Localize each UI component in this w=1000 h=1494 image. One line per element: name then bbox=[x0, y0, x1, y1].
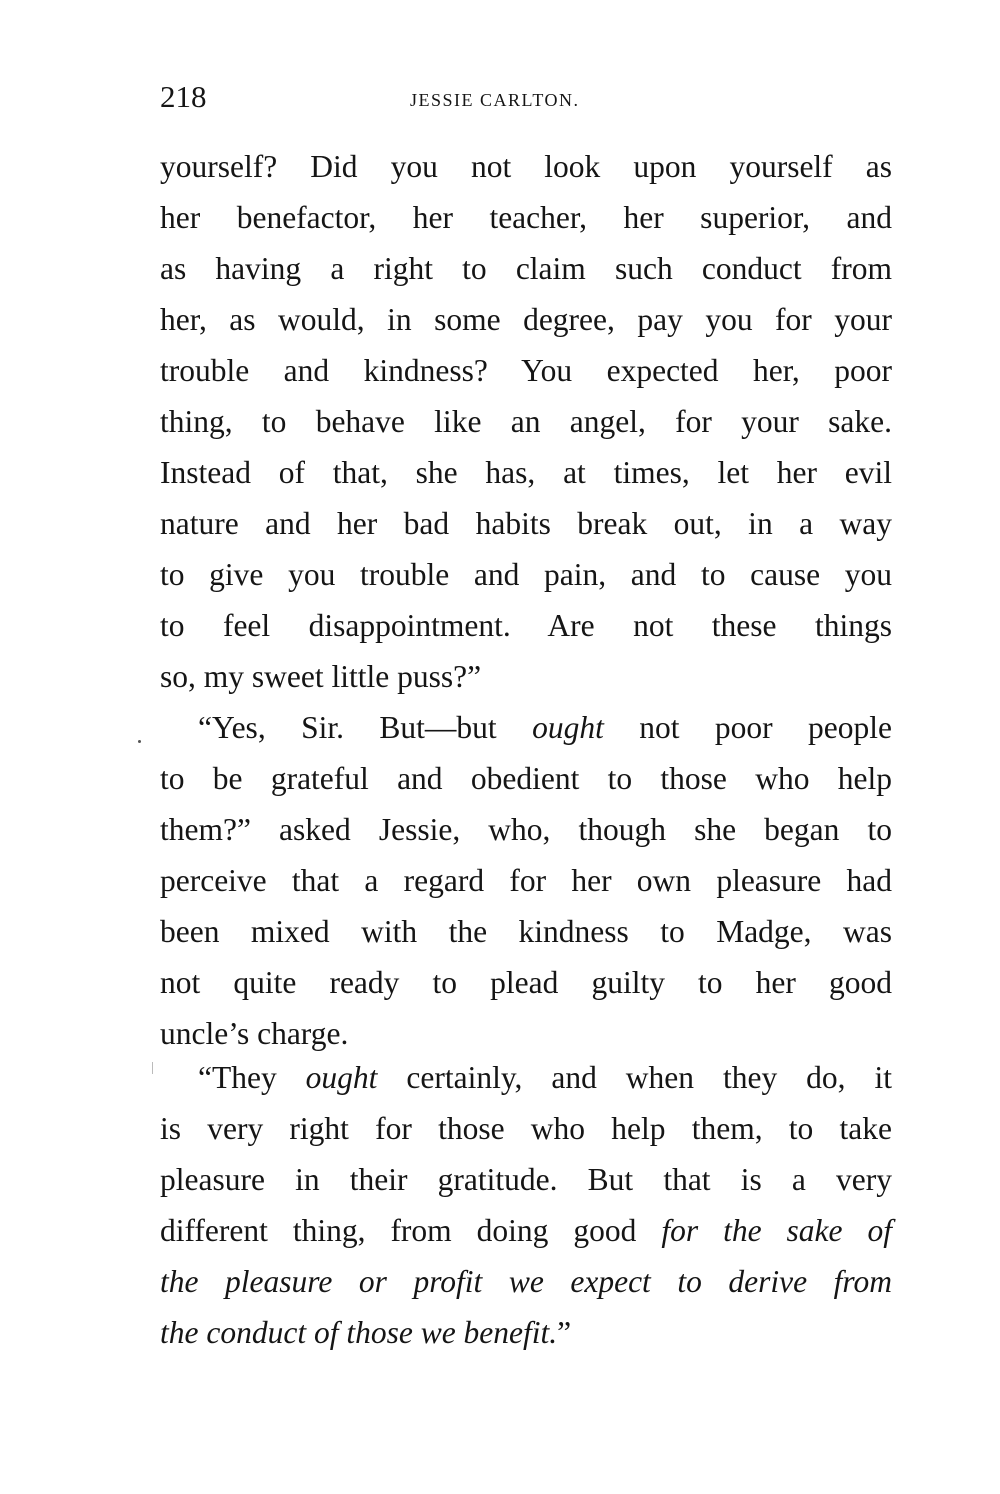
running-head: JESSIE CARLTON. bbox=[410, 90, 580, 110]
text-line: trouble and kindness? You expected her, poor bbox=[160, 353, 892, 388]
text-line: as having a right to claim such conduct from bbox=[160, 251, 892, 286]
text-line: not quite ready to plead guilty to her good bbox=[160, 965, 892, 1000]
text-line: been mixed with the kindness to Madge, was bbox=[160, 914, 892, 949]
text-line: nature and her bad habits break out, in a way bbox=[160, 506, 892, 541]
text-line: different thing, from doing good for the sake of bbox=[160, 1213, 892, 1248]
page-number: 218 bbox=[160, 79, 207, 114]
text-line: perceive that a regard for her own pleasure had bbox=[160, 863, 892, 898]
text-line: to be grateful and obedient to those who help bbox=[160, 761, 892, 796]
margin-mark bbox=[138, 740, 141, 743]
text-line: them?” asked Jessie, who, though she began to bbox=[160, 812, 892, 847]
text-line: to give you trouble and pain, and to cause you bbox=[160, 557, 892, 592]
text-line: pleasure in their gratitude. But that is a very bbox=[160, 1162, 892, 1197]
text-line: thing, to behave like an angel, for your sake. bbox=[160, 404, 892, 439]
page-header bbox=[160, 72, 892, 122]
text-line: the conduct of those we benefit.” bbox=[160, 1315, 572, 1350]
text-line: her, as would, in some degree, pay you for your bbox=[160, 302, 892, 337]
text-line: uncle’s charge. bbox=[160, 1016, 349, 1051]
text-line: her benefactor, her teacher, her superior, and bbox=[160, 200, 892, 235]
text-line: “Yes, Sir. But—but ought not poor people bbox=[198, 710, 892, 745]
text-line: the pleasure or profit we expect to derive from bbox=[160, 1264, 892, 1299]
text-line: to feel disappointment. Are not these things bbox=[160, 608, 892, 643]
text-line: yourself? Did you not look upon yourself as bbox=[160, 149, 892, 184]
text-line: “They ought certainly, and when they do, it bbox=[198, 1060, 892, 1095]
text-line: so, my sweet little puss?” bbox=[160, 659, 482, 694]
text-line: Instead of that, she has, at times, let her evil bbox=[160, 455, 892, 490]
text-line: is very right for those who help them, to take bbox=[160, 1111, 892, 1146]
margin-mark bbox=[152, 1062, 153, 1074]
